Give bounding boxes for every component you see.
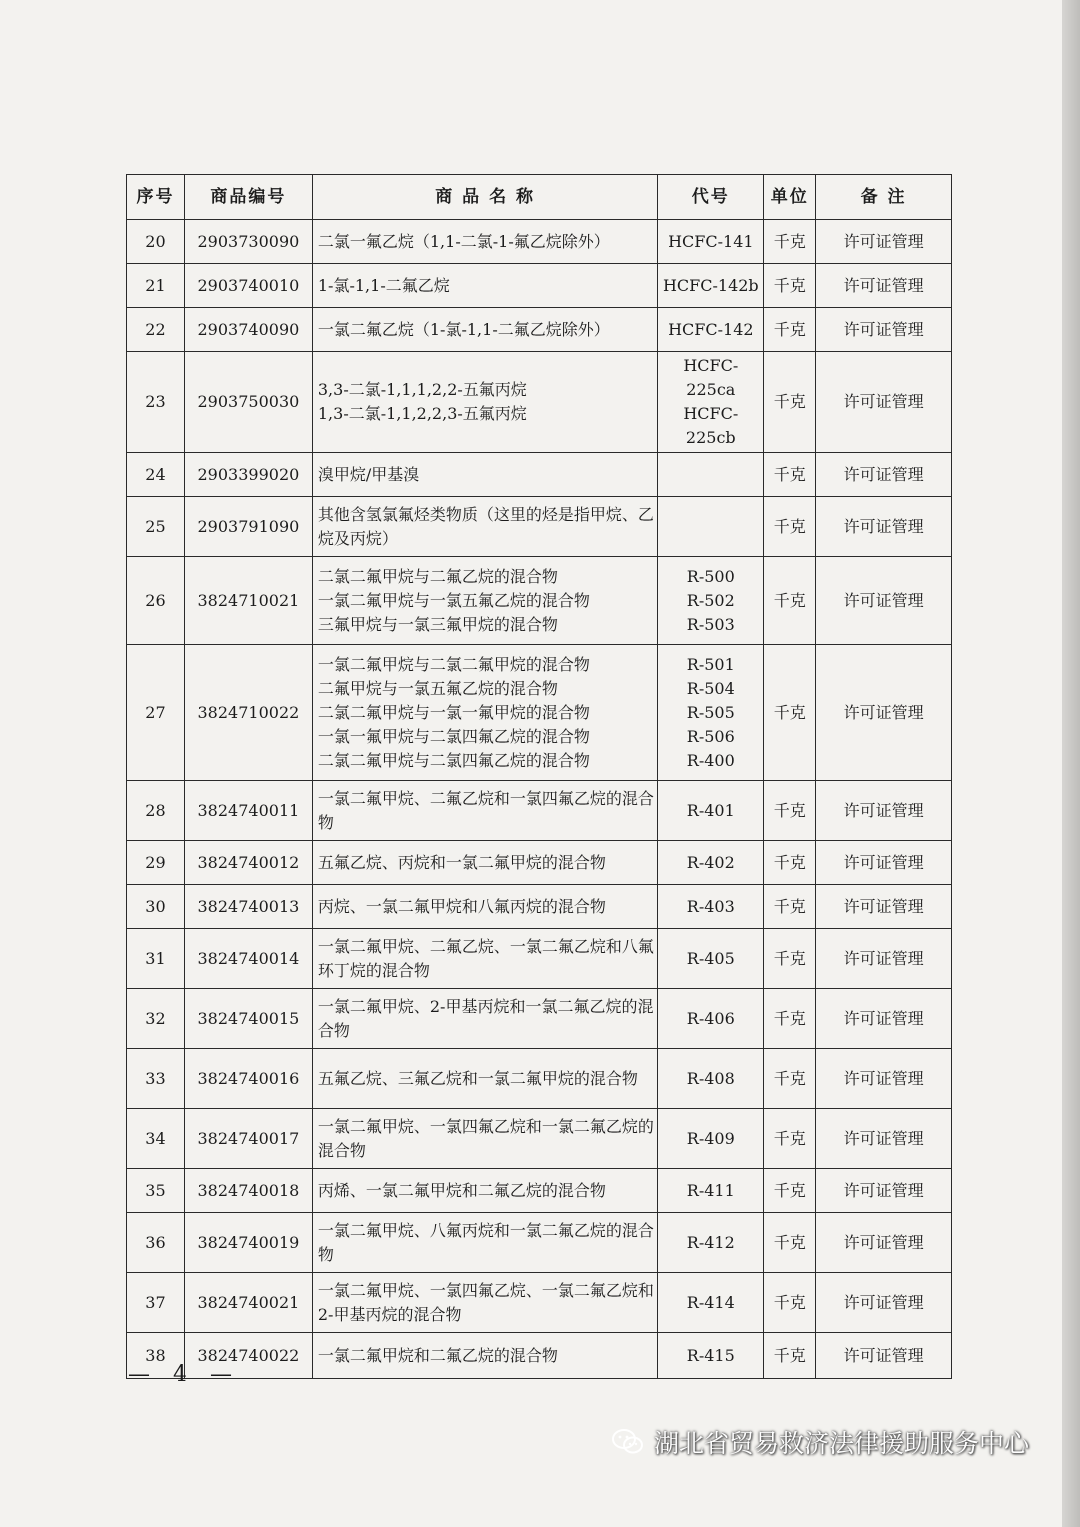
row-unit: 千克	[764, 1169, 816, 1213]
row-remark: 许可证管理	[816, 1333, 952, 1379]
commodity-name-line: 3,3-二氯-1,1,1,2,2-五氟丙烷	[317, 380, 527, 399]
row-remark: 许可证管理	[816, 264, 952, 308]
header-unit: 单位	[764, 175, 816, 220]
designation-line: R-503	[686, 614, 735, 634]
row-commodity-code: 3824740019	[184, 1213, 312, 1273]
designation-line: R-502	[686, 590, 735, 610]
row-unit: 千克	[764, 885, 816, 929]
row-commodity-code: 2903740090	[184, 308, 312, 352]
row-commodity-code: 3824740017	[184, 1109, 312, 1169]
designation-line: HCFC-225cb	[683, 404, 739, 447]
page-number: — 4 —	[128, 1362, 240, 1387]
table-row	[127, 1213, 952, 1273]
row-remark: 许可证管理	[816, 929, 952, 989]
commodity-name-line: 1,3-二氯-1,1,2,2,3-五氟丙烷	[317, 404, 527, 423]
table-row	[127, 352, 952, 453]
row-serial: 37	[127, 1273, 185, 1333]
controlled-substances-table	[126, 174, 952, 1379]
commodity-name-line: 一氯一氟甲烷与二氯四氟乙烷的混合物	[317, 726, 590, 746]
row-unit: 千克	[764, 1333, 816, 1379]
commodity-name-line: 一氯二氟甲烷、二氟乙烷和一氯四氟乙烷的混合物	[317, 788, 654, 832]
row-commodity-code: 3824740012	[184, 841, 312, 885]
row-serial: 24	[127, 453, 185, 497]
row-remark: 许可证管理	[816, 989, 952, 1049]
row-remark: 许可证管理	[816, 885, 952, 929]
table-row	[127, 264, 952, 308]
row-commodity-name	[312, 308, 657, 352]
table-row	[127, 557, 952, 645]
commodity-name-line: 一氯二氟甲烷与二氯二氟甲烷的混合物	[317, 654, 590, 674]
row-commodity-name	[312, 1213, 657, 1273]
row-serial: 27	[127, 645, 185, 781]
row-serial: 31	[127, 929, 185, 989]
page-edge-shadow	[1062, 0, 1080, 1527]
commodity-name-line: 一氯二氟甲烷、一氯四氟乙烷、一氯二氟乙烷和2-甲基丙烷的混合物	[317, 1280, 654, 1324]
row-unit: 千克	[764, 1049, 816, 1109]
row-unit: 千克	[764, 645, 816, 781]
row-remark: 许可证管理	[816, 1109, 952, 1169]
row-commodity-name	[312, 1273, 657, 1333]
row-serial: 25	[127, 497, 185, 557]
row-remark: 许可证管理	[816, 1169, 952, 1213]
header-remark: 备 注	[816, 175, 952, 220]
commodity-name-line: 五氟乙烷、三氟乙烷和一氯二氟甲烷的混合物	[317, 1068, 638, 1088]
table-row	[127, 885, 952, 929]
designation-line: R-501	[686, 654, 735, 674]
row-commodity-code: 3824740022	[184, 1333, 312, 1379]
row-commodity-code: 3824740015	[184, 989, 312, 1049]
table-header-row	[127, 175, 952, 220]
row-unit: 千克	[764, 929, 816, 989]
row-remark: 许可证管理	[816, 453, 952, 497]
designation-line: HCFC-225ca	[683, 356, 739, 399]
row-designation	[658, 497, 764, 557]
row-commodity-code: 2903730090	[184, 220, 312, 264]
row-remark: 许可证管理	[816, 352, 952, 453]
commodity-name-line: 丙烯、一氯二氟甲烷和二氟乙烷的混合物	[317, 1180, 606, 1200]
designation-line: HCFC-142	[668, 319, 754, 339]
source-watermark	[612, 1424, 1029, 1460]
row-commodity-code: 3824740011	[184, 781, 312, 841]
row-commodity-code: 3824740021	[184, 1273, 312, 1333]
header-serial: 序号	[127, 175, 185, 220]
table-row	[127, 1169, 952, 1213]
designation-line: R-408	[686, 1068, 735, 1088]
row-commodity-name	[312, 497, 657, 557]
commodity-name-line: 一氯二氟甲烷、2-甲基丙烷和一氯二氟乙烷的混合物	[317, 996, 654, 1040]
row-commodity-code: 2903740010	[184, 264, 312, 308]
row-commodity-code: 3824740018	[184, 1169, 312, 1213]
row-commodity-name	[312, 1109, 657, 1169]
row-designation	[658, 841, 764, 885]
designation-line: R-506	[686, 726, 735, 746]
row-serial: 30	[127, 885, 185, 929]
row-serial: 20	[127, 220, 185, 264]
designation-line: R-401	[686, 800, 735, 820]
row-designation	[658, 453, 764, 497]
row-unit: 千克	[764, 1213, 816, 1273]
row-commodity-code: 3824740013	[184, 885, 312, 929]
commodity-name-line: 一氯二氟甲烷和二氟乙烷的混合物	[317, 1345, 558, 1365]
row-commodity-name	[312, 352, 657, 453]
commodity-name-line: 五氟乙烷、丙烷和一氯二氟甲烷的混合物	[317, 852, 606, 872]
table-row	[127, 645, 952, 781]
header-commodity-code: 商品编号	[184, 175, 312, 220]
designation-line: R-414	[686, 1292, 735, 1312]
designation-line: HCFC-142b	[662, 275, 759, 295]
table-row	[127, 497, 952, 557]
row-designation	[658, 989, 764, 1049]
row-unit: 千克	[764, 308, 816, 352]
designation-line: HCFC-141	[668, 231, 754, 251]
designation-line: R-400	[686, 750, 735, 770]
row-designation	[658, 885, 764, 929]
row-commodity-name	[312, 645, 657, 781]
row-serial: 23	[127, 352, 185, 453]
row-remark: 许可证管理	[816, 220, 952, 264]
commodity-name-line: 二氯二氟甲烷与一氯一氟甲烷的混合物	[317, 702, 590, 722]
row-designation	[658, 220, 764, 264]
header-commodity-name: 商 品 名 称	[312, 175, 657, 220]
row-serial: 38	[127, 1333, 185, 1379]
commodity-name-line: 一氯二氟乙烷（1-氯-1,1-二氟乙烷除外）	[317, 319, 610, 339]
designation-line: R-411	[686, 1180, 735, 1200]
commodity-name-line: 溴甲烷/甲基溴	[317, 464, 420, 484]
designation-line: R-504	[686, 678, 735, 698]
row-designation	[658, 929, 764, 989]
row-remark: 许可证管理	[816, 1213, 952, 1273]
commodity-name-line: 一氯二氟甲烷、一氯四氟乙烷和一氯二氟乙烷的混合物	[317, 1116, 654, 1160]
row-serial: 29	[127, 841, 185, 885]
row-designation	[658, 1169, 764, 1213]
table-row	[127, 781, 952, 841]
table-row	[127, 1109, 952, 1169]
row-commodity-name	[312, 1333, 657, 1379]
designation-line: R-402	[686, 852, 735, 872]
row-unit: 千克	[764, 1273, 816, 1333]
row-commodity-code: 2903750030	[184, 352, 312, 453]
designation-line: R-405	[686, 948, 735, 968]
designation-line: R-409	[686, 1128, 735, 1148]
commodity-name-line: 二氯二氟甲烷与二氟乙烷的混合物	[317, 566, 558, 586]
row-remark: 许可证管理	[816, 1049, 952, 1109]
row-designation	[658, 1213, 764, 1273]
row-commodity-code: 3824710022	[184, 645, 312, 781]
row-commodity-name	[312, 929, 657, 989]
row-remark: 许可证管理	[816, 841, 952, 885]
row-commodity-name	[312, 557, 657, 645]
watermark-text: 湖北省贸易救济法律援助服务中心	[654, 1429, 1030, 1458]
row-commodity-name	[312, 453, 657, 497]
row-remark: 许可证管理	[816, 308, 952, 352]
row-commodity-name	[312, 781, 657, 841]
row-designation	[658, 645, 764, 781]
row-serial: 36	[127, 1213, 185, 1273]
commodity-name-line: 1-氯-1,1-二氟乙烷	[317, 275, 450, 295]
commodity-name-line: 丙烷、一氯二氟甲烷和八氟丙烷的混合物	[317, 896, 606, 916]
table-row	[127, 1049, 952, 1109]
wechat-icon	[612, 1428, 644, 1456]
row-serial: 21	[127, 264, 185, 308]
table-row	[127, 989, 952, 1049]
table-row	[127, 220, 952, 264]
row-commodity-name	[312, 1049, 657, 1109]
designation-line: R-412	[686, 1232, 735, 1252]
row-remark: 许可证管理	[816, 497, 952, 557]
row-commodity-name	[312, 1169, 657, 1213]
row-commodity-code: 3824740014	[184, 929, 312, 989]
row-designation	[658, 1049, 764, 1109]
row-unit: 千克	[764, 557, 816, 645]
row-serial: 35	[127, 1169, 185, 1213]
row-unit: 千克	[764, 220, 816, 264]
header-designation: 代号	[658, 175, 764, 220]
row-commodity-name	[312, 989, 657, 1049]
row-serial: 33	[127, 1049, 185, 1109]
row-remark: 许可证管理	[816, 557, 952, 645]
row-designation	[658, 1273, 764, 1333]
row-unit: 千克	[764, 781, 816, 841]
row-commodity-code: 2903399020	[184, 453, 312, 497]
row-designation	[658, 308, 764, 352]
designation-line: R-415	[686, 1345, 735, 1365]
designation-line: R-403	[686, 896, 735, 916]
row-serial: 32	[127, 989, 185, 1049]
table-row	[127, 453, 952, 497]
row-unit: 千克	[764, 497, 816, 557]
row-serial: 22	[127, 308, 185, 352]
row-designation	[658, 264, 764, 308]
row-designation	[658, 557, 764, 645]
row-commodity-name	[312, 885, 657, 929]
row-unit: 千克	[764, 989, 816, 1049]
row-unit: 千克	[764, 352, 816, 453]
row-serial: 28	[127, 781, 185, 841]
commodity-name-line: 一氯二氟甲烷与一氯五氟乙烷的混合物	[317, 590, 590, 610]
row-commodity-name	[312, 264, 657, 308]
designation-line: R-500	[686, 566, 735, 586]
row-commodity-name	[312, 220, 657, 264]
commodity-name-line: 其他含氢氯氟烃类物质（这里的烃是指甲烷、乙烷及丙烷）	[317, 504, 654, 548]
row-serial: 26	[127, 557, 185, 645]
row-remark: 许可证管理	[816, 1273, 952, 1333]
commodity-name-line: 三氟甲烷与一氯三氟甲烷的混合物	[317, 614, 558, 634]
row-designation	[658, 781, 764, 841]
row-unit: 千克	[764, 453, 816, 497]
row-commodity-code: 3824740016	[184, 1049, 312, 1109]
table-row	[127, 1333, 952, 1379]
row-commodity-code: 2903791090	[184, 497, 312, 557]
row-designation	[658, 352, 764, 453]
commodity-name-line: 一氯二氟甲烷、八氟丙烷和一氯二氟乙烷的混合物	[317, 1220, 654, 1264]
commodity-name-line: 二氟甲烷与一氯五氟乙烷的混合物	[317, 678, 558, 698]
designation-line: R-406	[686, 1008, 735, 1028]
row-remark: 许可证管理	[816, 781, 952, 841]
commodity-name-line: 二氯二氟甲烷与二氯四氟乙烷的混合物	[317, 750, 590, 770]
table-row	[127, 841, 952, 885]
row-serial: 34	[127, 1109, 185, 1169]
row-designation	[658, 1333, 764, 1379]
commodity-name-line: 一氯二氟甲烷、二氟乙烷、一氯二氟乙烷和八氟环丁烷的混合物	[317, 936, 654, 980]
row-unit: 千克	[764, 841, 816, 885]
table-row	[127, 308, 952, 352]
designation-line: R-505	[686, 702, 735, 722]
commodity-name-line: 二氯一氟乙烷（1,1-二氯-1-氟乙烷除外）	[317, 231, 610, 251]
row-remark: 许可证管理	[816, 645, 952, 781]
table-row	[127, 929, 952, 989]
row-designation	[658, 1109, 764, 1169]
row-commodity-code: 3824710021	[184, 557, 312, 645]
row-unit: 千克	[764, 1109, 816, 1169]
row-commodity-name	[312, 841, 657, 885]
row-unit: 千克	[764, 264, 816, 308]
table-row	[127, 1273, 952, 1333]
